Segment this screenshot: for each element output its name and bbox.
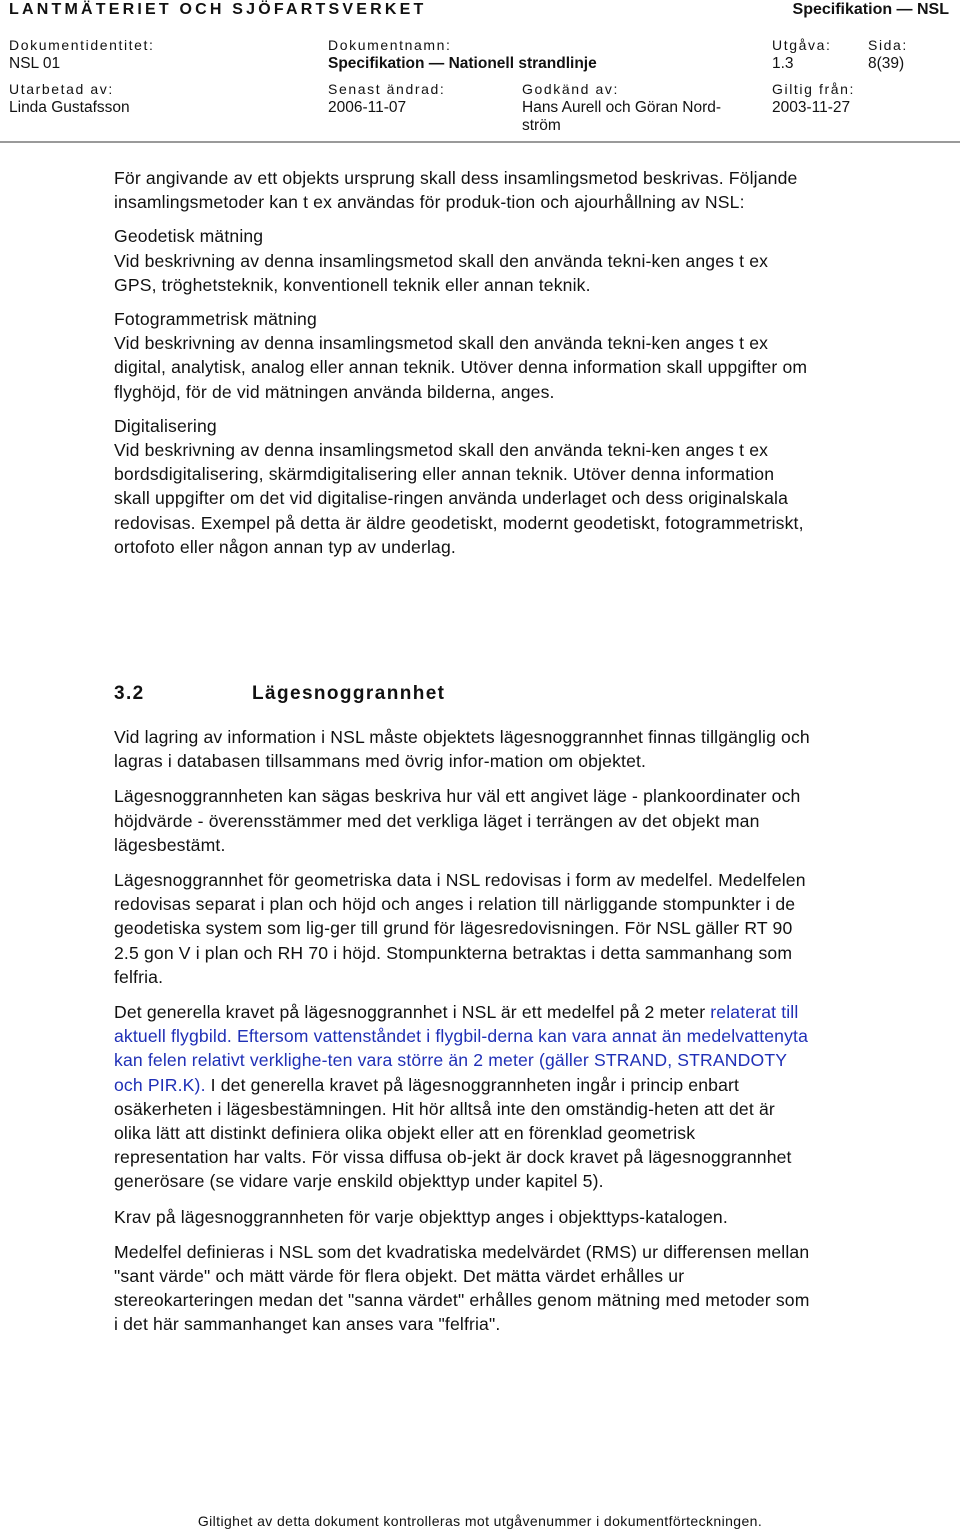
geodetisk-title: Geodetisk mätning xyxy=(114,226,264,247)
utarbetad-label: Utarbetad av: xyxy=(9,81,114,97)
godkand-value-line-2: ström xyxy=(522,117,561,134)
dokumentidentitet-value: NSL 01 xyxy=(9,55,61,72)
paragraph-2: Lägesnoggrannheten kan sägas beskriva hur väl ett angivet läge - plankoordinater och höjdvärde - överensstämmer med det verkliga läget i terrängen av det objekt man lägesbestämt. xyxy=(114,786,801,855)
utgava-value: 1.3 xyxy=(772,55,794,72)
paragraph-3: Lägesnoggrannhet för geometriska data i NSL redovisas i form av medelfel. Medelfelen redovisas separat i plan och höjd och anges i relation till närliggande stompunkter i de geodetiska system som lig-ger till grund för lägesredovisningen. För NSL gäller RT 90 2.5 gon V i plan och RH 70 i höjd. Stompunkterna betraktas i detta sammanhang som felfria. xyxy=(114,870,806,987)
godkand-label: Godkänd av: xyxy=(522,81,619,97)
giltig-fran-value: 2003-11-27 xyxy=(772,99,851,116)
sida-label: Sida: xyxy=(868,37,908,53)
utgava-label: Utgåva: xyxy=(772,37,832,53)
fotogrammetrisk-title: Fotogrammetrisk mätning xyxy=(114,309,317,330)
sida-value: 8(39) xyxy=(868,55,905,72)
dokumentnamn-label: Dokumentnamn: xyxy=(328,37,452,53)
digitalisering-title: Digitalisering xyxy=(114,415,217,436)
senast-andrad-label: Senast ändrad: xyxy=(328,81,446,97)
giltig-fran-label: Giltig från: xyxy=(772,81,855,97)
collection-methods-section xyxy=(114,166,810,559)
dokumentnamn-value: Specifikation — Nationell strandlinje xyxy=(328,55,597,72)
senast-andrad-value: 2006-11-07 xyxy=(328,99,407,116)
digitalisering-paragraph: Vid beskrivning av denna insamlingsmetod skall den använda tekni-ken anges t ex bordsdigitalisering, skärmdigitalisering eller annan teknik. Utöver denna information skall uppgifter om det vid digitalise-ringen använda underlaget och dess originalskala redovisas. Exempel på detta är äldre geodetiskt, modernt geodetiskt, fotogrammetriskt, ortofoto eller någon annan typ av underlag. xyxy=(114,440,804,557)
paragraph-6: Medelfel definieras i NSL som det kvadratiska medelvärdet (RMS) ur differensen mellan "sant värde" och mätt värde för flera objekt. Det mätta värdet erhålles ur stereokarteringen medan det "sanna värdet" erhålles genom mätning med metoder som i det här sammanhanget kan anses vara "felfria". xyxy=(114,1241,810,1335)
paragraph-5: Krav på lägesnoggrannheten för varje objekttyp anges i objekttyps-katalogen. xyxy=(114,1206,728,1227)
paragraph-1: Vid lagring av information i NSL måste objektets lägesnoggrannhet finnas tillgänglig och lagras i databasen tillsammans med övrig infor-mation om objektet. xyxy=(114,727,810,772)
header-divider xyxy=(0,141,960,143)
section-title: Lägesnoggrannhet xyxy=(252,683,446,704)
spec-title: Specifikation — NSL xyxy=(792,1,949,18)
paragraph-4-end: I det generella kravet på lägesnoggrannheten ingår i princip enbart osäkerheten i lägesbestämningen. Hit hör alltså inte den omständig-heten att det är olika lätt att distinkt definiera olika objekt eller att en förenklad geometrisk representation har valts. För vissa diffusa ob-jekt är dock kravet på lägesnoggrannhet generösare (se vidare varje enskild objekttyp under kapitel 5). xyxy=(114,1074,792,1192)
godkand-value-line-1: Hans Aurell och Göran Nord- xyxy=(522,99,722,116)
section-heading xyxy=(114,682,445,706)
intro-paragraph: För angivande av ett objekts ursprung skall dess insamlingsmetod beskrivas. Följande insamlingsmetoder kan t ex användas för produk-tion och ajourhållning av NSL: xyxy=(114,168,798,213)
accuracy-section xyxy=(114,725,810,1337)
utarbetad-value: Linda Gustafsson xyxy=(9,99,130,116)
paragraph-4-start: Det generella kravet på lägesnoggrannhet i NSL är ett medelfel på 2 meter xyxy=(114,1002,711,1023)
dokumentidentitet-label: Dokumentidentitet: xyxy=(9,37,155,53)
paragraph-4 xyxy=(114,1000,810,1194)
section-number: 3.2 xyxy=(114,683,145,704)
paragraph-4-highlight: relaterat till aktuell flygbild. Eftersom vattenståndet i flygbil-derna kan vara annat än medelvattenyta kan felen relativt verklighe-ten vara större än 2 meter (gäller STRAND, STRANDOTY och PIR.K). xyxy=(114,1002,809,1095)
fotogrammetrisk-paragraph: Vid beskrivning av denna insamlingsmetod skall den använda tekni-ken anges t ex digital, analytisk, analog eller annan teknik. Utöver denna information skall uppgifter om flyghöjd, för de vid mätningen använda bilderna, anges. xyxy=(114,333,808,402)
geodetisk-paragraph: Vid beskrivning av denna insamlingsmetod skall den använda tekni-ken anges t ex GPS, tröghetsteknik, konventionell teknik eller annan teknik. xyxy=(114,250,769,295)
organization-title: LANTMÄTERIET OCH SJÖFARTSVERKET xyxy=(9,1,427,18)
page-footer: Giltighet av detta dokument kontrolleras mot utgåvenummer i dokumentförteckningen. xyxy=(197,1513,763,1529)
